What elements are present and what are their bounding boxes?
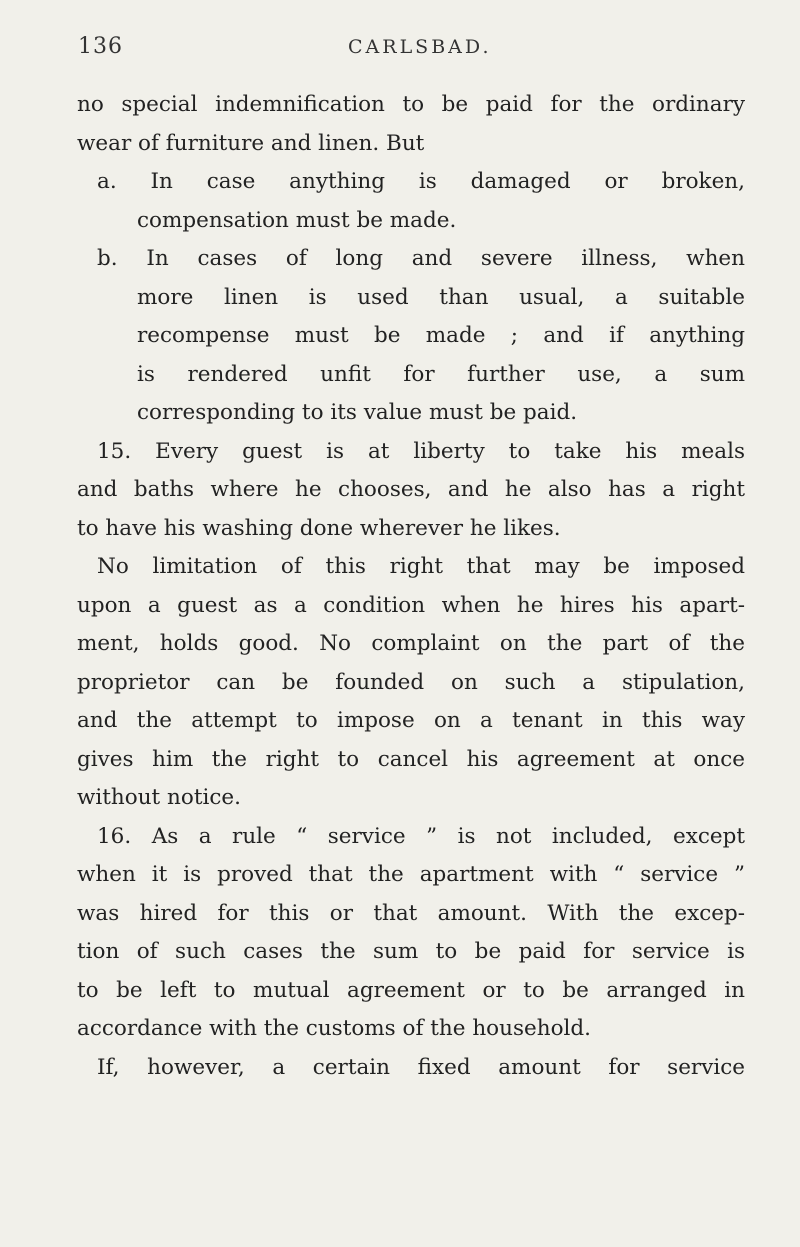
text-line: gives him the right to cancel his agreement at once [77, 746, 745, 772]
text-line: tion of such cases the sum to be paid for service is [77, 939, 745, 964]
text-line: recompense must be made ; and if anything [137, 323, 745, 348]
text-line: compensation must be made. [137, 207, 457, 233]
text-line: to be left to mutual agreement or to be arranged in [77, 977, 745, 1003]
text-line: ment, holds good. No complaint on the part of the [77, 631, 745, 656]
text-line: and baths where he chooses, and he also has a right [77, 477, 745, 502]
list-item-a: a. In case anything is damaged or broken, [97, 169, 745, 194]
text-line: without notice. [77, 785, 241, 810]
section-16: 16. As a rule “ service ” is not included, except [97, 823, 745, 849]
paragraph-start: If, however, a certain fixed amount for service [97, 1054, 745, 1080]
list-item-b: b. In cases of long and severe illness, when [97, 246, 745, 271]
text-line: to have his washing done wherever he likes. [77, 515, 561, 541]
text-line: is rendered unfit for further use, a sum [137, 361, 745, 387]
page-header [78, 34, 740, 62]
text-line: and the attempt to impose on a tenant in this way [77, 708, 745, 733]
text-line: wear of furniture and linen. But [77, 130, 425, 156]
running-head: CARLSBAD. [348, 36, 492, 58]
text-line: accordance with the customs of the household. [77, 1016, 591, 1041]
body-text [77, 86, 745, 1087]
text-line: more linen is used than usual, a suitable [137, 284, 745, 310]
paragraph-start: No limitation of this right that may be imposed [97, 554, 745, 579]
text-line: no special indemnification to be paid for the ordinary [77, 92, 745, 117]
text-line: was hired for this or that amount. With the excep- [77, 900, 745, 926]
text-line: proprietor can be founded on such a stipulation, [77, 669, 745, 695]
text-line: upon a guest as a condition when he hires his apart- [77, 592, 745, 618]
text-line: when it is proved that the apartment with “ service ” [77, 862, 745, 887]
page-number: 136 [78, 34, 123, 59]
section-15: 15. Every guest is at liberty to take his meals [97, 438, 745, 464]
text-line: corresponding to its value must be paid. [137, 400, 578, 425]
